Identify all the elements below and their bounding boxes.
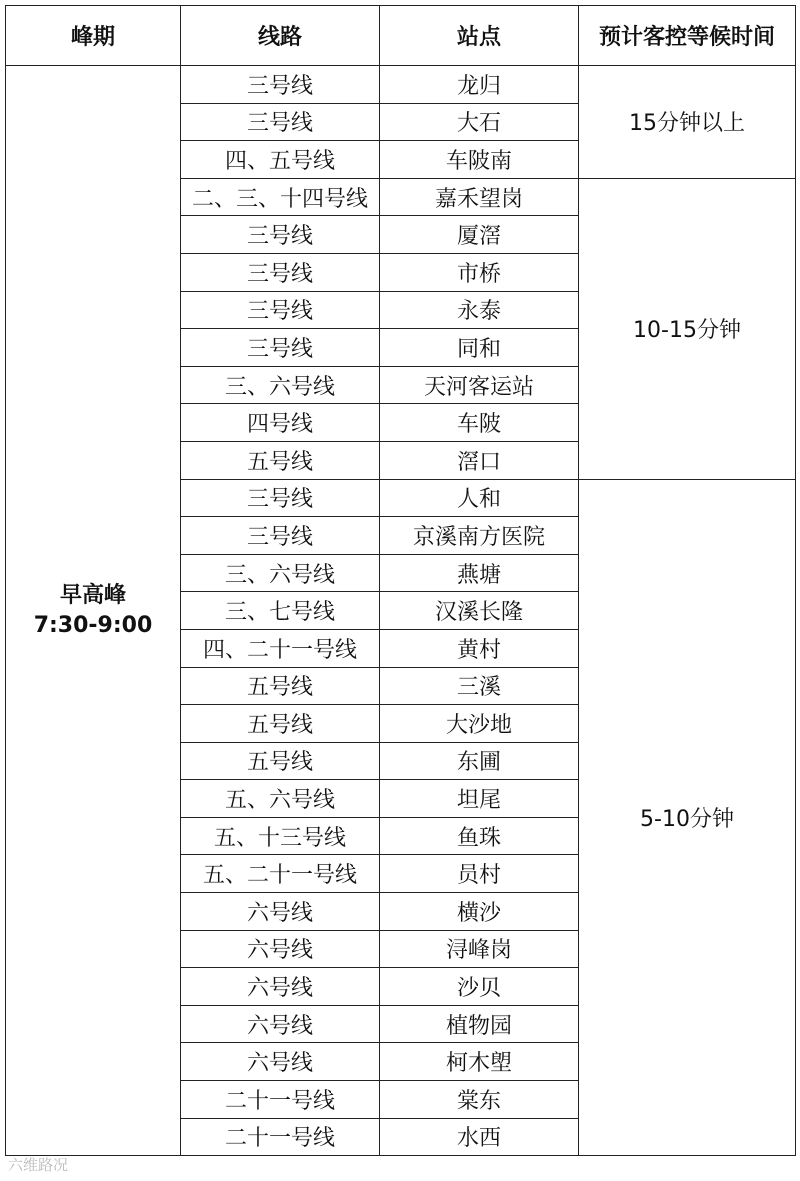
line-cell: 二十一号线 xyxy=(181,1081,380,1119)
station-cell: 三溪 xyxy=(380,667,579,705)
station-cell: 汉溪长隆 xyxy=(380,592,579,630)
station-cell: 横沙 xyxy=(380,893,579,931)
station-cell: 鱼珠 xyxy=(380,817,579,855)
line-cell: 六号线 xyxy=(181,893,380,931)
line-cell: 四、五号线 xyxy=(181,141,380,179)
line-cell: 四号线 xyxy=(181,404,380,442)
line-cell: 三、七号线 xyxy=(181,592,380,630)
line-cell: 六号线 xyxy=(181,930,380,968)
line-cell: 二十一号线 xyxy=(181,1118,380,1156)
station-cell: 浔峰岗 xyxy=(380,930,579,968)
station-cell: 同和 xyxy=(380,329,579,367)
line-cell: 三号线 xyxy=(181,216,380,254)
station-cell: 市桥 xyxy=(380,253,579,291)
line-cell: 六号线 xyxy=(181,1005,380,1043)
station-cell: 车陂 xyxy=(380,404,579,442)
peak-cell xyxy=(6,66,181,1156)
line-cell: 五号线 xyxy=(181,705,380,743)
header-row xyxy=(6,6,796,66)
station-cell: 燕塘 xyxy=(380,554,579,592)
wait-time-cell: 10-15分钟 xyxy=(579,178,796,479)
station-cell: 东圃 xyxy=(380,742,579,780)
header-peak: 峰期 xyxy=(6,6,181,66)
peak-time: 7:30-9:00 xyxy=(33,612,153,638)
line-cell: 三号线 xyxy=(181,517,380,555)
station-cell: 员村 xyxy=(380,855,579,893)
line-cell: 三号线 xyxy=(181,66,380,104)
line-cell: 五、六号线 xyxy=(181,780,380,818)
header-wait-time: 预计客控等候时间 xyxy=(579,6,796,66)
line-cell: 三号线 xyxy=(181,253,380,291)
line-cell: 三号线 xyxy=(181,103,380,141)
station-cell: 嘉禾望岗 xyxy=(380,178,579,216)
station-cell: 人和 xyxy=(380,479,579,517)
line-cell: 五号线 xyxy=(181,441,380,479)
line-cell: 三号线 xyxy=(181,479,380,517)
table-body xyxy=(6,66,796,1156)
line-cell: 五号线 xyxy=(181,667,380,705)
header-station: 站点 xyxy=(380,6,579,66)
station-cell: 车陂南 xyxy=(380,141,579,179)
line-cell: 二、三、十四号线 xyxy=(181,178,380,216)
peak-name: 早高峰 xyxy=(59,582,126,608)
station-cell: 柯木塱 xyxy=(380,1043,579,1081)
line-cell: 三号线 xyxy=(181,329,380,367)
station-cell: 坦尾 xyxy=(380,780,579,818)
station-cell: 滘口 xyxy=(380,441,579,479)
wait-time-cell: 15分钟以上 xyxy=(579,66,796,179)
header-line: 线路 xyxy=(181,6,380,66)
line-cell: 五、二十一号线 xyxy=(181,855,380,893)
line-cell: 六号线 xyxy=(181,968,380,1006)
station-cell: 厦滘 xyxy=(380,216,579,254)
station-cell: 水西 xyxy=(380,1118,579,1156)
line-cell: 三号线 xyxy=(181,291,380,329)
line-cell: 四、二十一号线 xyxy=(181,629,380,667)
station-cell: 京溪南方医院 xyxy=(380,517,579,555)
crowd-control-table xyxy=(5,5,796,1156)
station-cell: 永泰 xyxy=(380,291,579,329)
line-cell: 三、六号线 xyxy=(181,366,380,404)
station-cell: 植物园 xyxy=(380,1005,579,1043)
station-cell: 大沙地 xyxy=(380,705,579,743)
station-cell: 沙贝 xyxy=(380,968,579,1006)
watermark: 六维路况 xyxy=(8,1156,69,1174)
station-cell: 大石 xyxy=(380,103,579,141)
wait-time-cell: 5-10分钟 xyxy=(579,479,796,1156)
station-cell: 黄村 xyxy=(380,629,579,667)
station-cell: 棠东 xyxy=(380,1081,579,1119)
line-cell: 五、十三号线 xyxy=(181,817,380,855)
station-cell: 天河客运站 xyxy=(380,366,579,404)
line-cell: 三、六号线 xyxy=(181,554,380,592)
table-row xyxy=(6,66,796,104)
line-cell: 五号线 xyxy=(181,742,380,780)
line-cell: 六号线 xyxy=(181,1043,380,1081)
station-cell: 龙归 xyxy=(380,66,579,104)
